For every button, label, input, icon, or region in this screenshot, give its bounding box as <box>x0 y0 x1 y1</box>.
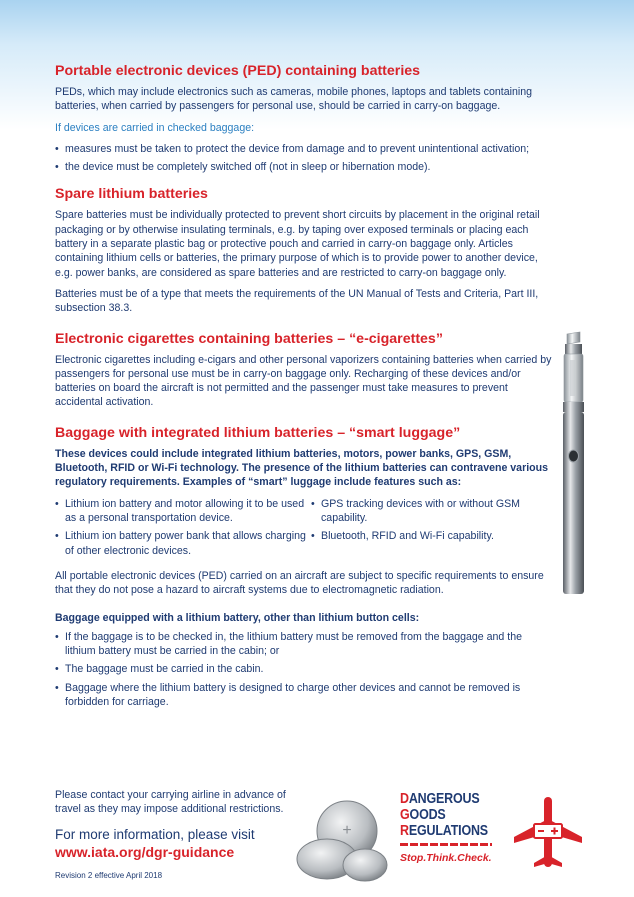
smart-lead: These devices could include integrated lithium batteries, motors, power banks, GPS, GSM, Bluetooth, RFID or Wi-Fi technology. The presence of the lithium batteries can contravene various regulatory requirements. Examples of “smart” luggage include features such as: <box>55 447 548 489</box>
spare-heading: Spare lithium batteries <box>55 186 208 203</box>
ped-checked-lead: If devices are carried in checked baggage: <box>55 121 255 134</box>
spare-para-1: Spare batteries must be individually protected to prevent short circuits by placement in the original retail packaging or by otherwise insulating terminals, e.g. by taping over exposed terminals or placing each battery in a separate plastic bag or protective pouch and carried in carry-on baggage only. Articles containing lithium cells or batteries, the primary purpose of which is to provide power to another device, e.g. power banks, are considered as spare batteries and are restricted to carry-on baggage only. <box>55 209 540 279</box>
plane-battery-icon <box>512 793 584 871</box>
ecig-para: Electronic cigarettes including e-cigars and other personal vaporizers containing batteries when carried by passengers for personal use must be in carry-on baggage only. Recharging of these devices and/or batteries on board the aircraft is not permitted and the passenger must take measures to prevent accidental activation. <box>55 353 552 409</box>
ped-bullet-list <box>55 142 555 175</box>
logo-stripe <box>400 843 492 846</box>
list-item: • measures must be taken to protect the device from damage and to prevent unintentional activation; <box>55 142 555 156</box>
list-item: • Lithium ion battery power bank that allows charging of other electronic devices. <box>55 529 311 558</box>
more-info-text: For more information, please visit <box>55 826 255 842</box>
e-cigarette-illustration <box>550 330 600 600</box>
svg-text:+: + <box>342 822 352 839</box>
footer-info <box>55 788 305 881</box>
contact-note: Please contact your carrying airline in advance of travel as they may impose additional restrictions. <box>55 789 286 816</box>
smart-equipped-lead: Baggage equipped with a lithium battery, other than lithium button cells: <box>55 612 420 625</box>
logo-tagline: Stop.Think.Check. <box>400 852 492 864</box>
ped-intro: PEDs, which may include electronics such as cameras, mobile phones, laptops and tablets containing batteries, when carried by passengers for personal use, should be carried in carry-on baggage. <box>55 86 532 113</box>
ecig-heading: Electronic cigarettes containing batteries – “e-cigarettes” <box>55 330 443 347</box>
list-item: • the device must be completely switched off (not in sleep or hibernation mode). <box>55 160 555 174</box>
smart-feature-columns <box>55 497 555 562</box>
list-item: • Lithium ion battery and motor allowing it to be used as a personal transportation device. <box>55 497 311 526</box>
list-item: • The baggage must be carried in the cabin. <box>55 662 555 676</box>
list-item: • GPS tracking devices with or without GSM capability. <box>311 497 555 526</box>
dgr-logo: DANGEROUS GOODS REGULATIONS Stop.Think.Check. <box>400 791 500 864</box>
smart-heading: Baggage with integrated lithium batteries – “smart luggage” <box>55 424 461 441</box>
ped-heading: Portable electronic devices (PED) containing batteries <box>55 63 421 79</box>
smart-feature-list-left <box>55 497 311 562</box>
main-content <box>55 62 555 713</box>
spare-para-2: Batteries must be of a type that meets the requirements of the UN Manual of Tests and Criteria, Part III, subsection 38.3. <box>55 287 539 315</box>
smart-feature-list-right <box>311 497 555 562</box>
list-item: • If the baggage is to be checked in, the lithium battery must be removed from the baggage and the lithium battery must be carried in the cabin; or <box>55 630 555 659</box>
guidance-link[interactable]: www.iata.org/dgr-guidance <box>55 843 235 860</box>
list-item: • Bluetooth, RFID and Wi-Fi capability. <box>311 529 555 543</box>
button-cell-batteries-illustration <box>283 795 389 885</box>
smart-ped-para: All portable electronic devices (PED) carried on an aircraft are subject to specific requirements to ensure that they do not pose a hazard to aircraft systems due to electromagnetic radiation. <box>55 569 544 597</box>
smart-rules-list <box>55 630 555 709</box>
list-item: • Baggage where the lithium battery is designed to charge other devices and cannot be removed is forbidden for carriage. <box>55 681 555 710</box>
revision-note: Revision 2 effective April 2018 <box>55 870 163 880</box>
